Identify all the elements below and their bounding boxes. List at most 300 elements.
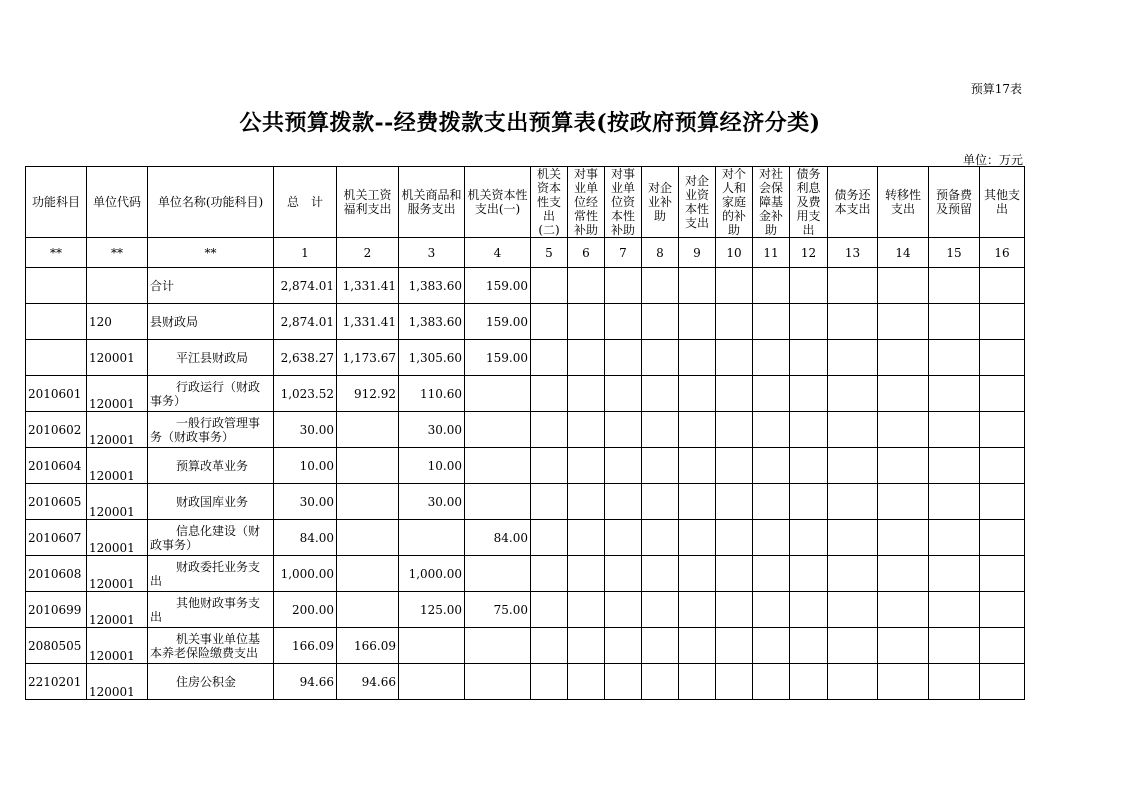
amount-cell <box>531 268 568 304</box>
header-cell: 对个人和家庭的补助 <box>716 167 753 238</box>
amount-cell <box>753 592 790 628</box>
amount-cell <box>828 556 878 592</box>
amount-text: 30.00 <box>427 494 462 509</box>
amount-cell <box>531 592 568 628</box>
amount-cell <box>679 412 716 448</box>
index-cell: 15 <box>929 238 980 268</box>
amount-cell <box>878 304 929 340</box>
amount-cell <box>753 484 790 520</box>
unit-name-cell <box>148 268 274 304</box>
amount-cell <box>980 592 1025 628</box>
unit-name-cell <box>148 376 274 412</box>
amount-cell <box>679 520 716 556</box>
amount-cell <box>399 268 465 304</box>
amount-text: 166.09 <box>354 638 396 653</box>
amount-cell <box>568 520 605 556</box>
function-code-cell <box>26 448 87 484</box>
amount-cell <box>980 556 1025 592</box>
amount-cell <box>679 376 716 412</box>
unit-name-text: 一般行政管理事务（财政事务） <box>150 415 261 444</box>
amount-cell <box>980 664 1025 700</box>
amount-cell <box>929 340 980 376</box>
index-cell: 13 <box>828 238 878 268</box>
amount-cell <box>716 376 753 412</box>
index-cell: 14 <box>878 238 929 268</box>
amount-cell <box>531 484 568 520</box>
amount-cell <box>828 520 878 556</box>
amount-cell <box>531 412 568 448</box>
amount-cell <box>753 448 790 484</box>
index-cell: 3 <box>399 238 465 268</box>
amount-cell <box>465 448 531 484</box>
index-cell: 4 <box>465 238 531 268</box>
amount-text: 1,383.60 <box>408 314 462 329</box>
amount-cell <box>465 340 531 376</box>
amount-cell <box>878 412 929 448</box>
table-row <box>26 592 1025 628</box>
index-cell: 16 <box>980 238 1025 268</box>
amount-cell <box>605 376 642 412</box>
amount-cell <box>929 376 980 412</box>
amount-text: 75.00 <box>493 602 528 617</box>
header-cell: 转移性支出 <box>878 167 929 238</box>
amount-cell <box>605 484 642 520</box>
header-row <box>26 167 1025 238</box>
code-text: 2010604 <box>28 458 82 473</box>
amount-cell <box>605 628 642 664</box>
amount-cell <box>980 484 1025 520</box>
amount-cell <box>337 412 399 448</box>
amount-cell <box>716 304 753 340</box>
amount-cell <box>568 304 605 340</box>
amount-text: 1,023.52 <box>280 386 334 401</box>
code-text: 2010605 <box>28 494 82 509</box>
index-cell: 10 <box>716 238 753 268</box>
header-cell: 机关工资福利支出 <box>337 167 399 238</box>
amount-cell <box>679 448 716 484</box>
amount-cell <box>790 628 828 664</box>
code-text: 120001 <box>89 685 135 699</box>
unit-name-cell <box>148 448 274 484</box>
amount-cell <box>716 556 753 592</box>
code-text: 120001 <box>89 649 135 663</box>
unit-code-cell <box>87 592 148 628</box>
amount-cell <box>274 484 337 520</box>
amount-cell <box>716 412 753 448</box>
index-cell: 7 <box>605 238 642 268</box>
amount-cell <box>274 520 337 556</box>
unit-name-cell <box>148 520 274 556</box>
index-cell: 5 <box>531 238 568 268</box>
header-cell: 机关资本性支出(一) <box>465 167 531 238</box>
unit-code-cell <box>87 340 148 376</box>
table-row <box>26 340 1025 376</box>
amount-cell <box>465 484 531 520</box>
code-text: 120001 <box>89 505 135 519</box>
amount-cell <box>465 268 531 304</box>
amount-text: 1,000.00 <box>408 566 462 581</box>
amount-cell <box>929 592 980 628</box>
page-title: 公共预算拨款--经费拨款支出预算表(按政府预算经济分类) <box>239 110 821 136</box>
amount-cell <box>568 628 605 664</box>
header-cell: 总 计 <box>274 167 337 238</box>
amount-cell <box>790 484 828 520</box>
amount-cell <box>642 484 679 520</box>
amount-cell <box>828 268 878 304</box>
amount-text: 159.00 <box>486 314 528 329</box>
table-row <box>26 484 1025 520</box>
amount-cell <box>605 412 642 448</box>
amount-cell <box>568 664 605 700</box>
code-text: 2010608 <box>28 566 82 581</box>
index-cell: 12 <box>790 238 828 268</box>
amount-cell <box>337 484 399 520</box>
unit-name-text: 县财政局 <box>150 314 199 329</box>
header-cell: 对社会保障基金补助 <box>753 167 790 238</box>
function-code-cell <box>26 268 87 304</box>
amount-text: 1,331.41 <box>342 314 396 329</box>
amount-cell <box>399 448 465 484</box>
code-text: 120001 <box>89 613 135 627</box>
amount-cell <box>399 304 465 340</box>
amount-cell <box>337 628 399 664</box>
unit-name-cell <box>148 340 274 376</box>
amount-cell <box>274 340 337 376</box>
amount-cell <box>980 268 1025 304</box>
amount-text: 200.00 <box>292 602 334 617</box>
amount-cell <box>980 376 1025 412</box>
unit-code-cell <box>87 484 148 520</box>
amount-cell <box>679 592 716 628</box>
amount-cell <box>337 664 399 700</box>
code-text: 2080505 <box>28 638 82 653</box>
amount-cell <box>337 556 399 592</box>
unit-name-cell <box>148 412 274 448</box>
unit-name-text: 财政国库业务 <box>176 494 249 509</box>
amount-text: 10.00 <box>427 458 462 473</box>
code-text: 120001 <box>89 433 135 447</box>
amount-cell <box>605 268 642 304</box>
amount-cell <box>716 592 753 628</box>
amount-cell <box>753 628 790 664</box>
table-row <box>26 628 1025 664</box>
amount-cell <box>753 520 790 556</box>
unit-code-cell <box>87 664 148 700</box>
header-cell: 其他支出 <box>980 167 1025 238</box>
amount-cell <box>274 556 337 592</box>
unit-name-cell <box>148 664 274 700</box>
amount-cell <box>531 376 568 412</box>
table-row <box>26 556 1025 592</box>
amount-cell <box>716 520 753 556</box>
amount-cell <box>337 448 399 484</box>
index-cell: 9 <box>679 238 716 268</box>
amount-cell <box>980 412 1025 448</box>
unit-code-cell <box>87 556 148 592</box>
amount-cell <box>753 556 790 592</box>
amount-text: 30.00 <box>299 422 334 437</box>
amount-cell <box>716 448 753 484</box>
table-row <box>26 304 1025 340</box>
amount-cell <box>531 520 568 556</box>
amount-cell <box>531 628 568 664</box>
amount-cell <box>399 628 465 664</box>
index-cell: 1 <box>274 238 337 268</box>
amount-cell <box>679 268 716 304</box>
amount-cell <box>828 412 878 448</box>
amount-cell <box>878 556 929 592</box>
amount-text: 84.00 <box>493 530 528 545</box>
index-cell: ** <box>148 238 274 268</box>
amount-cell <box>753 376 790 412</box>
amount-text: 2,874.01 <box>280 278 334 293</box>
function-code-cell <box>26 664 87 700</box>
amount-text: 2,638.27 <box>280 350 334 365</box>
amount-cell <box>465 304 531 340</box>
header-cell: 债务利息及费用支出 <box>790 167 828 238</box>
index-cell: 2 <box>337 238 399 268</box>
header-cell: 债务还本支出 <box>828 167 878 238</box>
amount-cell <box>878 628 929 664</box>
amount-text: 94.66 <box>299 674 334 689</box>
amount-cell <box>399 520 465 556</box>
index-cell: 11 <box>753 238 790 268</box>
amount-cell <box>399 592 465 628</box>
amount-text: 166.09 <box>292 638 334 653</box>
amount-cell <box>465 592 531 628</box>
amount-cell <box>605 592 642 628</box>
unit-name-cell <box>148 592 274 628</box>
amount-cell <box>531 664 568 700</box>
amount-cell <box>753 304 790 340</box>
amount-text: 912.92 <box>354 386 396 401</box>
index-cell: 8 <box>642 238 679 268</box>
amount-text: 10.00 <box>299 458 334 473</box>
code-text: 120 <box>89 314 112 329</box>
amount-cell <box>465 664 531 700</box>
code-text: 120001 <box>89 577 135 591</box>
amount-cell <box>337 376 399 412</box>
function-code-cell <box>26 520 87 556</box>
amount-text: 94.66 <box>361 674 396 689</box>
amount-cell <box>929 448 980 484</box>
amount-cell <box>605 520 642 556</box>
amount-cell <box>980 340 1025 376</box>
unit-name-text: 合计 <box>150 278 175 293</box>
amount-cell <box>274 628 337 664</box>
amount-cell <box>605 556 642 592</box>
amount-cell <box>605 304 642 340</box>
amount-cell <box>828 376 878 412</box>
amount-cell <box>465 556 531 592</box>
amount-cell <box>568 484 605 520</box>
amount-cell <box>399 556 465 592</box>
unit-code-cell <box>87 628 148 664</box>
function-code-cell <box>26 592 87 628</box>
amount-cell <box>399 376 465 412</box>
amount-cell <box>980 448 1025 484</box>
unit-label: 单位：万元 <box>962 153 1023 167</box>
amount-cell <box>929 664 980 700</box>
code-text: 120001 <box>89 541 135 555</box>
amount-cell <box>531 448 568 484</box>
header-cell: 机关资本性支出(二) <box>531 167 568 238</box>
amount-cell <box>828 592 878 628</box>
amount-cell <box>679 484 716 520</box>
amount-text: 1,331.41 <box>342 278 396 293</box>
amount-cell <box>716 628 753 664</box>
amount-cell <box>568 556 605 592</box>
amount-cell <box>642 376 679 412</box>
function-code-cell <box>26 376 87 412</box>
amount-cell <box>568 592 605 628</box>
amount-cell <box>716 268 753 304</box>
code-text: 2210201 <box>28 674 82 689</box>
amount-text: 1,383.60 <box>408 278 462 293</box>
code-text: 2010699 <box>28 602 82 617</box>
amount-cell <box>790 520 828 556</box>
function-code-cell <box>26 556 87 592</box>
amount-cell <box>465 376 531 412</box>
amount-text: 30.00 <box>427 422 462 437</box>
amount-cell <box>568 412 605 448</box>
amount-cell <box>679 628 716 664</box>
amount-text: 30.00 <box>299 494 334 509</box>
amount-cell <box>753 664 790 700</box>
amount-cell <box>274 592 337 628</box>
amount-text: 1,305.60 <box>408 350 462 365</box>
header-cell: 对事业单位经常性补助 <box>568 167 605 238</box>
amount-cell <box>929 268 980 304</box>
amount-cell <box>878 376 929 412</box>
amount-cell <box>642 520 679 556</box>
unit-name-text: 信息化建设（财政事务） <box>150 523 261 552</box>
amount-cell <box>605 664 642 700</box>
code-text: 2010602 <box>28 422 82 437</box>
unit-name-cell <box>148 556 274 592</box>
amount-cell <box>929 628 980 664</box>
index-row <box>26 238 1025 268</box>
function-code-cell <box>26 304 87 340</box>
unit-code-cell <box>87 376 148 412</box>
amount-cell <box>929 304 980 340</box>
index-cell: 6 <box>568 238 605 268</box>
amount-cell <box>828 628 878 664</box>
amount-cell <box>605 340 642 376</box>
code-text: 2010601 <box>28 386 82 401</box>
code-text: 120001 <box>89 397 135 411</box>
amount-text: 125.00 <box>420 602 462 617</box>
amount-cell <box>790 448 828 484</box>
header-cell: 单位名称(功能科目) <box>148 167 274 238</box>
unit-code-cell <box>87 448 148 484</box>
amount-cell <box>337 340 399 376</box>
amount-cell <box>605 448 642 484</box>
amount-cell <box>399 664 465 700</box>
table-row <box>26 376 1025 412</box>
amount-text: 110.60 <box>420 386 462 401</box>
amount-cell <box>337 268 399 304</box>
table-row <box>26 268 1025 304</box>
amount-cell <box>716 340 753 376</box>
amount-cell <box>679 304 716 340</box>
unit-code-cell <box>87 412 148 448</box>
unit-name-cell <box>148 304 274 340</box>
amount-cell <box>929 520 980 556</box>
amount-cell <box>929 556 980 592</box>
amount-cell <box>790 592 828 628</box>
amount-cell <box>828 304 878 340</box>
amount-cell <box>642 556 679 592</box>
amount-cell <box>790 268 828 304</box>
header-cell: 对企业补助 <box>642 167 679 238</box>
amount-cell <box>399 484 465 520</box>
table-row <box>26 664 1025 700</box>
amount-cell <box>929 412 980 448</box>
amount-text: 159.00 <box>486 350 528 365</box>
amount-cell <box>929 484 980 520</box>
amount-cell <box>274 448 337 484</box>
amount-cell <box>531 340 568 376</box>
amount-cell <box>274 664 337 700</box>
code-text: 2010607 <box>28 530 82 545</box>
amount-cell <box>753 268 790 304</box>
amount-text: 84.00 <box>299 530 334 545</box>
header-cell: 机关商品和服务支出 <box>399 167 465 238</box>
amount-cell <box>642 628 679 664</box>
amount-cell <box>568 340 605 376</box>
amount-cell <box>716 664 753 700</box>
unit-name-text: 住房公积金 <box>176 674 237 689</box>
index-cell: ** <box>26 238 87 268</box>
table-row <box>26 412 1025 448</box>
amount-cell <box>274 304 337 340</box>
unit-name-text: 机关事业单位基本养老保险缴费支出 <box>150 631 261 660</box>
function-code-cell <box>26 412 87 448</box>
amount-cell <box>568 448 605 484</box>
amount-cell <box>980 304 1025 340</box>
amount-cell <box>465 412 531 448</box>
amount-cell <box>399 340 465 376</box>
unit-name-text: 其他财政事务支出 <box>150 595 261 624</box>
amount-cell <box>642 340 679 376</box>
amount-cell <box>642 412 679 448</box>
amount-cell <box>642 304 679 340</box>
amount-cell <box>531 556 568 592</box>
amount-cell <box>531 304 568 340</box>
amount-text: 1,173.67 <box>342 350 396 365</box>
header-cell: 对企业资本性支出 <box>679 167 716 238</box>
amount-cell <box>790 340 828 376</box>
amount-cell <box>679 556 716 592</box>
header-cell: 预备费及预留 <box>929 167 980 238</box>
amount-cell <box>642 592 679 628</box>
amount-cell <box>642 448 679 484</box>
amount-cell <box>568 376 605 412</box>
unit-code-cell <box>87 304 148 340</box>
amount-cell <box>980 520 1025 556</box>
amount-cell <box>465 520 531 556</box>
amount-cell <box>790 664 828 700</box>
function-code-cell <box>26 340 87 376</box>
amount-cell <box>679 340 716 376</box>
amount-text: 1,000.00 <box>280 566 334 581</box>
amount-cell <box>274 376 337 412</box>
amount-cell <box>790 376 828 412</box>
table-row <box>26 448 1025 484</box>
function-code-cell <box>26 628 87 664</box>
code-text: 120001 <box>89 350 135 365</box>
